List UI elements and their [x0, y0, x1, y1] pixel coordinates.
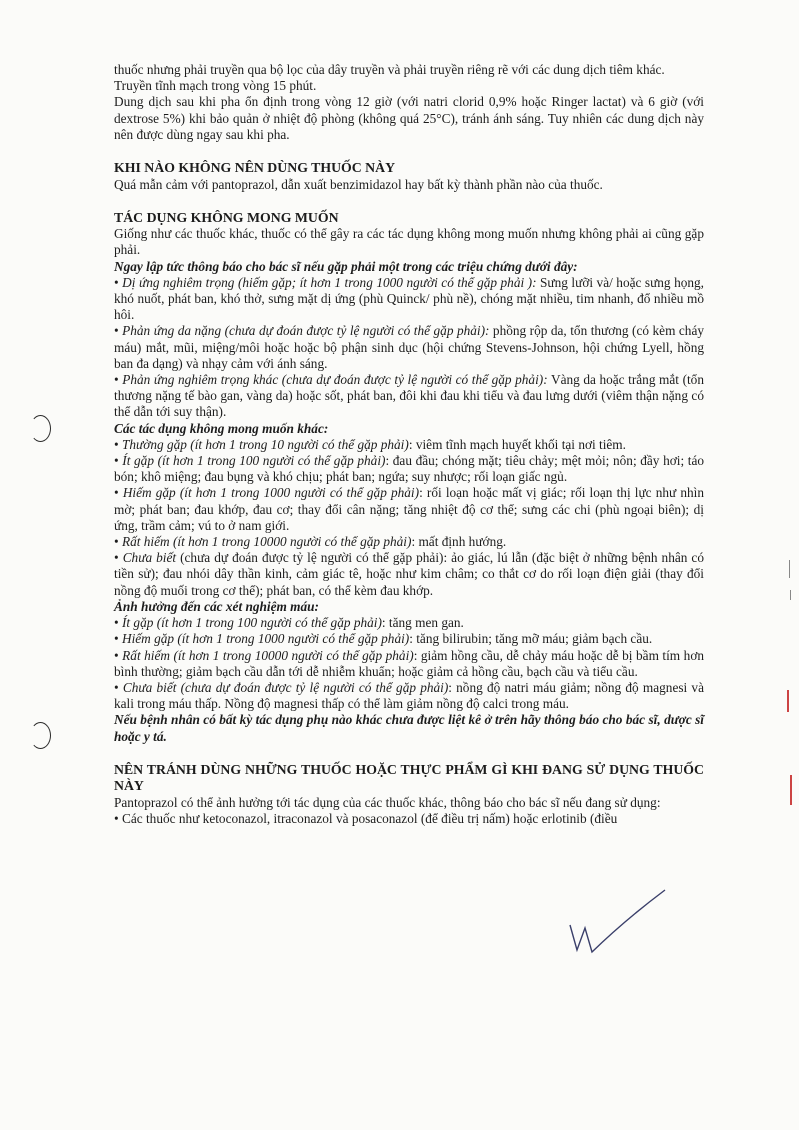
list-item: • Rất hiếm (ít hơn 1 trong 10000 người có thể gặp phải): giảm hồng cầu, dễ chảy máu hoặc dễ bị bầm tím hơn bình thường; giảm bạch cầu dẫn tới dễ nhiễm khuẩn; hoặc giảm cả hồng cầu, bạch cầu và tiểu cầu.: [114, 648, 704, 680]
red-margin-mark: [787, 690, 789, 712]
red-margin-mark: [790, 775, 792, 805]
section-heading-contraindications: KHI NÀO KHÔNG NÊN DÙNG THUỐC NÀY: [114, 160, 396, 176]
paragraph: Quá mẫn cảm với pantoprazol, dẫn xuất benzimidazol hay bất kỳ thành phần nào của thuốc.: [114, 176, 603, 192]
list-item: • Các thuốc như ketoconazol, itraconazol và posaconazol (để điều trị nấm) hoặc erlotinib (điều: [114, 811, 704, 827]
list-item: • Phản ứng da nặng (chưa dự đoán được tỷ lệ người có thể gặp phải): phồng rộp da, tổn thương (có kèm cháy máu) mắt, mũi, miệng/môi hoặc hoặc bộ phận sinh dục (hội chứng Stevens-Johnson, hội chứng Lyell, hồng ban đa dạng) và nhạy cảm với ánh sáng.: [114, 323, 704, 372]
subheading: Các tác dụng không mong muốn khác:: [114, 420, 329, 436]
margin-tick: [789, 560, 790, 578]
list-item: • Thường gặp (ít hơn 1 trong 10 người có thể gặp phải): viêm tĩnh mạch huyết khối tại nơi tiêm.: [114, 437, 704, 453]
binder-hole-top: [30, 415, 51, 442]
paragraph: thuốc nhưng phải truyền qua bộ lọc của dây truyền và phải truyền riêng rẽ với các dung dịch tiêm khác.: [114, 62, 665, 77]
list-item: • Chưa biết (chưa dự đoán được tỷ lệ người có thể gặp phải): nồng độ natri máu giảm; nồng độ magnesi và kali trong máu thấp. Nồng độ magnesi thấp có thể làm giảm nồng độ calci trong máu.: [114, 680, 704, 712]
list-item: • Chưa biết (chưa dự đoán được tỷ lệ người có thể gặp phải): ảo giác, lú lẫn (đặc biệt ở những bệnh nhân có tiền sử); đau nhói dây thần kinh, cảm giác tê, hoặc như kim châm; co thắt cơ do rối loạn điện giải (thay đổi nồng độ muối trong cơ thể); phát ban, có thể kèm đau khớp.: [114, 550, 704, 599]
list-item: • Ít gặp (ít hơn 1 trong 100 người có thể gặp phải): đau đầu; chóng mặt; tiêu chảy; mệt mỏi; nôn; đầy hơi; táo bón; khô miệng; đau bụng và khó chịu; phát ban; ngứa; suy nhược; rối loạn giấc ngủ.: [114, 453, 704, 485]
paragraph: Giống như các thuốc khác, thuốc có thể gây ra các tác dụng không mong muốn nhưng không phải ai cũng gặp phải.: [114, 226, 704, 258]
section-heading-side-effects: TÁC DỤNG KHÔNG MONG MUỐN: [114, 209, 339, 225]
binder-hole-bottom: [30, 722, 51, 749]
subheading: Ngay lập tức thông báo cho bác sĩ nếu gặp phải một trong các triệu chứng dưới đây:: [114, 258, 578, 274]
paragraph: Pantoprazol có thể ảnh hưởng tới tác dụng của các thuốc khác, thông báo cho bác sĩ nếu đang sử dụng:: [114, 794, 661, 810]
list-item: • Dị ứng nghiêm trọng (hiếm gặp; ít hơn 1 trong 1000 người có thể gặp phải ): Sưng lưỡi và/ hoặc sưng họng, khó nuốt, phát ban, khó thở, sưng mặt dị ứng (phù Quinck/ phù nề), chóng mặt nhiều, tim nhanh, đổ nhiều mồ hôi.: [114, 275, 704, 324]
list-item: • Ít gặp (ít hơn 1 trong 100 người có thể gặp phải): tăng men gan.: [114, 615, 704, 631]
signature-mark: [565, 880, 695, 970]
list-item: • Hiếm gặp (ít hơn 1 trong 1000 người có thể gặp phải): tăng bilirubin; tăng mỡ máu; giảm bạch cầu.: [114, 631, 704, 647]
notice-paragraph: Nếu bệnh nhân có bất kỳ tác dụng phụ nào khác chưa được liệt kê ở trên hãy thông báo cho bác sĩ, dược sĩ hoặc y tá.: [114, 712, 704, 744]
list-item: • Hiếm gặp (ít hơn 1 trong 1000 người có thể gặp phải): rối loạn hoặc mất vị giác; rối loạn thị lực như nhìn mờ; phát ban; đau khớp, đau cơ; thay đổi cân nặng; tăng nhiệt độ cơ thể; sưng các chi (phù ngoại biên); dị ứng, trầm cảm; vú to ở nam giới.: [114, 485, 704, 534]
paragraph: Dung dịch sau khi pha ổn định trong vòng 12 giờ (với natri clorid 0,9% hoặc Ringer lactat) và 6 giờ (với dextrose 5%) khi bảo quản ở nhiệt độ phòng (không quá 25°C), tránh ánh sáng. Tuy nhiên các dung dịch này nên được dùng ngay sau khi pha.: [114, 94, 704, 142]
subheading: Ảnh hưởng đến các xét nghiệm máu:: [114, 598, 319, 614]
list-item: • Phản ứng nghiêm trọng khác (chưa dự đoán được tỷ lệ người có thể gặp phải): Vàng da hoặc trắng mắt (tổn thương nặng tế bào gan, vàng da) hoặc sốt, phát ban, đôi khi đau khi tiểu và đau lưng dưới (viêm thận nặng có thể dẫn tới suy thận).: [114, 372, 704, 421]
section-heading-interactions: NÊN TRÁNH DÙNG NHỮNG THUỐC HOẶC THỰC PHẨM GÌ KHI ĐANG SỬ DỤNG THUỐC NÀY: [114, 761, 704, 794]
paragraph: Truyền tĩnh mạch trong vòng 15 phút.: [114, 78, 317, 94]
document-page: [114, 62, 704, 827]
list-item: • Rất hiếm (ít hơn 1 trong 10000 người có thể gặp phải): mất định hướng.: [114, 534, 704, 550]
margin-tick: [790, 590, 791, 600]
